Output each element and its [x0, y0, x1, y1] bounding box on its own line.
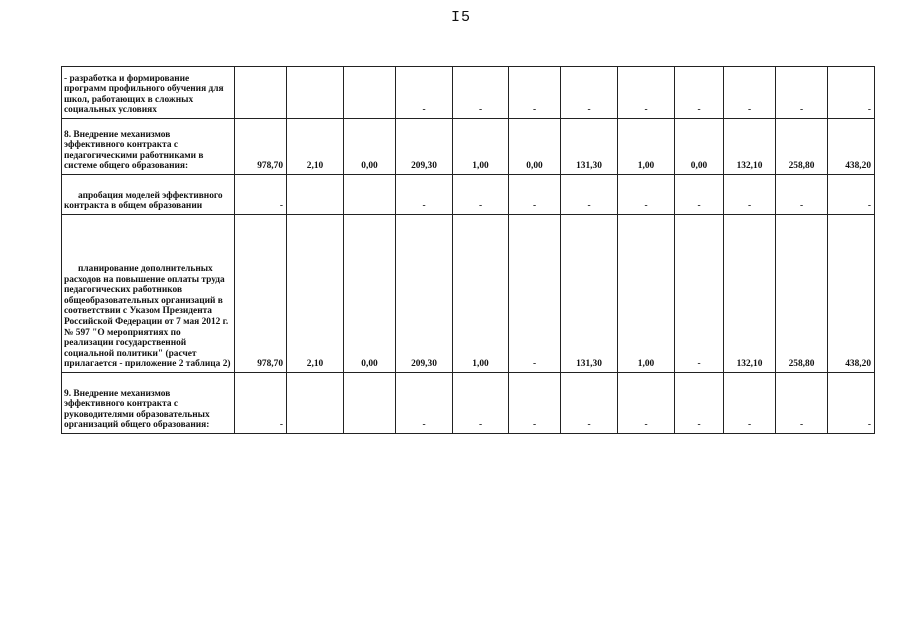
row-description	[62, 373, 235, 434]
value-cell	[344, 67, 396, 119]
row-description-text: - разработка и формирование программ профильного обучения для школ, работающих в сложных социальных условиях	[64, 73, 224, 116]
value-cell: -	[776, 175, 828, 215]
value-cell: -	[396, 67, 453, 119]
value-cell: 0,00	[344, 119, 396, 175]
value-cell	[287, 67, 344, 119]
value-cell: -	[509, 215, 561, 373]
value-cell: 1,00	[453, 215, 509, 373]
value-cell: -	[618, 373, 675, 434]
value-cell: -	[675, 373, 724, 434]
value-cell: 1,00	[618, 119, 675, 175]
value-cell: -	[776, 67, 828, 119]
value-cell: -	[561, 373, 618, 434]
row-description	[62, 175, 235, 215]
value-cell: -	[618, 175, 675, 215]
value-cell: -	[396, 175, 453, 215]
value-cell: -	[561, 175, 618, 215]
value-cell: 209,30	[396, 215, 453, 373]
value-cell: 0,00	[675, 119, 724, 175]
value-cell: 1,00	[618, 215, 675, 373]
value-cell: -	[724, 175, 776, 215]
value-cell: 978,70	[235, 119, 287, 175]
value-cell: -	[675, 67, 724, 119]
value-cell: 978,70	[235, 215, 287, 373]
value-cell: -	[724, 67, 776, 119]
row-description-text: 8. Внедрение механизмов эффективного контракта с педагогическими работниками в системе общего образования:	[64, 129, 204, 172]
budget-table	[61, 66, 875, 434]
value-cell: -	[561, 67, 618, 119]
value-cell: 131,30	[561, 119, 618, 175]
value-cell: -	[828, 67, 875, 119]
row-description	[62, 215, 235, 373]
row-description-text: 9. Внедрение механизмов эффективного контракта с руководителями образовательных организаций общего образования:	[64, 388, 210, 431]
budget-table-body	[62, 67, 875, 434]
value-cell: -	[453, 373, 509, 434]
table-row	[62, 215, 875, 373]
value-cell	[344, 175, 396, 215]
table-row	[62, 119, 875, 175]
value-cell: 2,10	[287, 215, 344, 373]
value-cell: -	[509, 373, 561, 434]
value-cell: 209,30	[396, 119, 453, 175]
value-cell	[235, 67, 287, 119]
value-cell: 2,10	[287, 119, 344, 175]
value-cell: -	[396, 373, 453, 434]
value-cell: 0,00	[344, 215, 396, 373]
value-cell: 258,80	[776, 215, 828, 373]
value-cell: -	[453, 67, 509, 119]
value-cell: -	[675, 215, 724, 373]
row-description-text: апробация моделей эффективного контракта в общем образовании	[64, 190, 223, 212]
row-description-text: планирование дополнительных расходов на повышение оплаты труда педагогических работников общеобразовательных организаций в соответствии с Указом Президента Российской Федерации от 7 мая 2012 г. № 597 "О мероприятиях по реализации государственной социальной политики" (расчет прилагается - приложение 2 таблица 2)	[64, 264, 231, 370]
value-cell: -	[618, 67, 675, 119]
value-cell: -	[509, 67, 561, 119]
value-cell: 438,20	[828, 119, 875, 175]
value-cell: -	[675, 175, 724, 215]
value-cell: -	[828, 175, 875, 215]
value-cell: -	[828, 373, 875, 434]
value-cell: -	[235, 373, 287, 434]
value-cell	[344, 373, 396, 434]
value-cell: 0,00	[509, 119, 561, 175]
table-row	[62, 67, 875, 119]
table-row	[62, 373, 875, 434]
value-cell: -	[776, 373, 828, 434]
page-number: I5	[451, 9, 472, 26]
table-row	[62, 175, 875, 215]
value-cell: 1,00	[453, 119, 509, 175]
value-cell	[287, 175, 344, 215]
row-description	[62, 67, 235, 119]
value-cell: 131,30	[561, 215, 618, 373]
row-description	[62, 119, 235, 175]
value-cell: -	[724, 373, 776, 434]
value-cell: 438,20	[828, 215, 875, 373]
value-cell: 258,80	[776, 119, 828, 175]
value-cell: 132,10	[724, 119, 776, 175]
value-cell: -	[509, 175, 561, 215]
value-cell: -	[235, 175, 287, 215]
value-cell: -	[453, 175, 509, 215]
value-cell	[287, 373, 344, 434]
value-cell: 132,10	[724, 215, 776, 373]
